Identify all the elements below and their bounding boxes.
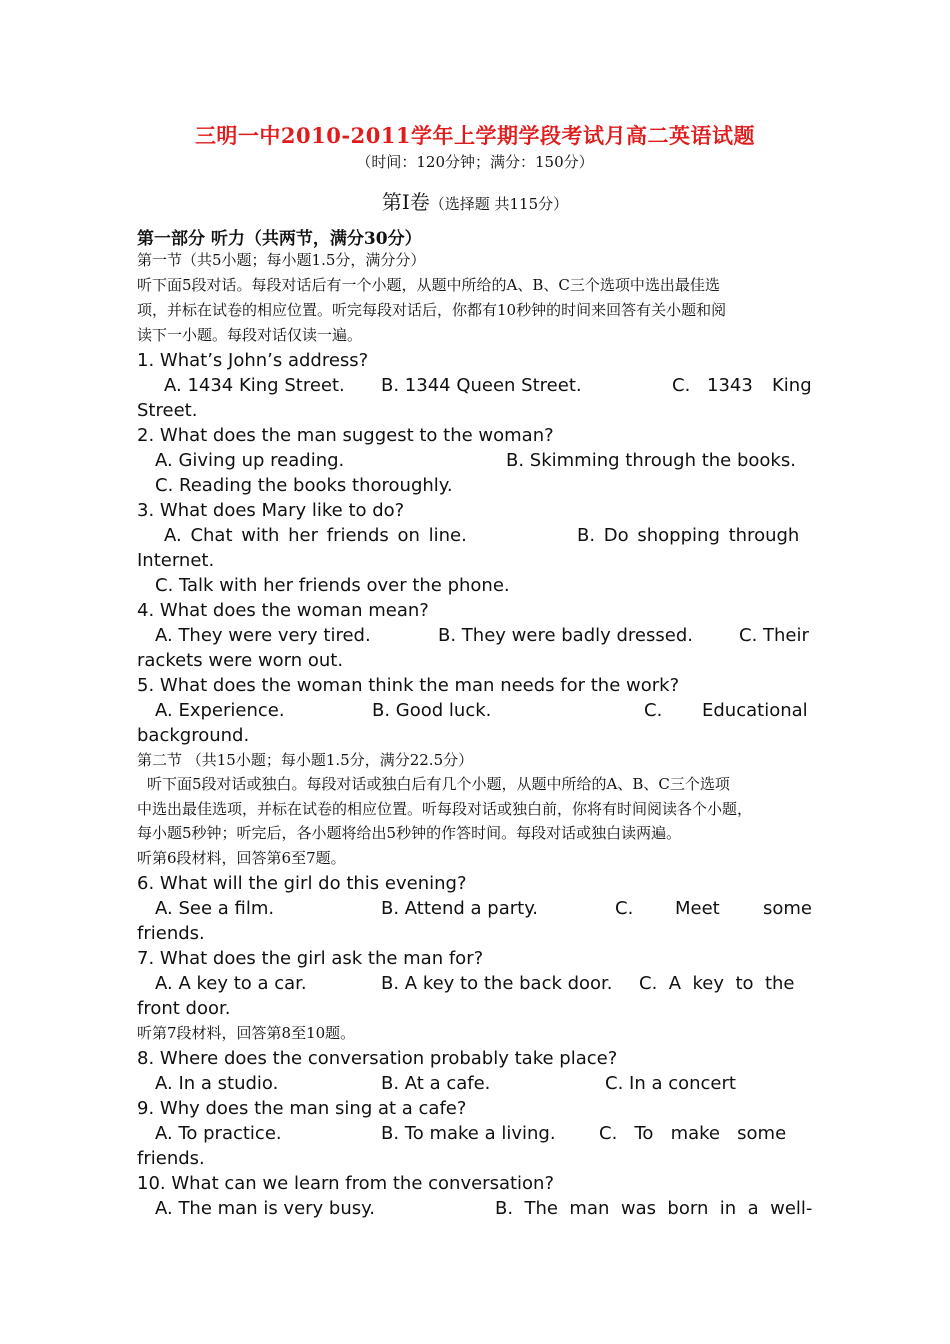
question-1-option-c-number: 1343 xyxy=(707,375,753,396)
question-10-option-b: B. The man was born in a well- xyxy=(495,1198,813,1219)
question-4-option-a: A. They were very tired. xyxy=(155,625,371,646)
question-2-option-c: C. Reading the books thoroughly. xyxy=(155,475,453,496)
question-6-continuation: friends. xyxy=(137,923,205,944)
question-7-option-c: C. A key to the xyxy=(639,973,795,994)
volume-label: 第Ⅰ卷 xyxy=(381,190,430,214)
question-10-stem: 10. What can we learn from the conversation? xyxy=(137,1173,555,1194)
question-1-continuation: Street. xyxy=(137,400,198,421)
question-3-option-b: B. Do shopping through xyxy=(577,525,800,546)
question-8-option-c: C. In a concert xyxy=(605,1073,736,1094)
question-1-option-c: C. xyxy=(672,375,691,396)
question-7-continuation: front door. xyxy=(137,998,231,1019)
question-8-option-a: A. In a studio. xyxy=(155,1073,279,1094)
question-7-option-a: A. A key to a car. xyxy=(155,973,307,994)
question-3-option-c: C. Talk with her friends over the phone. xyxy=(155,575,510,596)
question-4-stem: 4. What does the woman mean? xyxy=(137,600,429,621)
volume-note: （选择题 共115分） xyxy=(429,195,569,213)
section2-heading: 第二节 （共15小题；每小题1.5分，满分22.5分） xyxy=(137,751,474,769)
question-6-option-c: C. xyxy=(615,898,634,919)
question-5-stem: 5. What does the woman think the man needs for the work? xyxy=(137,675,680,696)
question-3-option-a: A. Chat with her friends on line. xyxy=(164,525,467,546)
question-2-option-a: A. Giving up reading. xyxy=(155,450,345,471)
question-2-option-b: B. Skimming through the books. xyxy=(506,450,796,471)
question-6-option-b: B. Attend a party. xyxy=(381,898,539,919)
question-10-option-a: A. The man is very busy. xyxy=(155,1198,375,1219)
question-1-option-b: B. 1344 Queen Street. xyxy=(381,375,582,396)
question-5-option-c-text: Educational xyxy=(702,700,808,721)
question-4-option-c: C. Their xyxy=(739,625,809,646)
section2-instruction-line: 每小题5秒钟；听完后，各小题将给出5秒钟的作答时间。每段对话或独白读两遍。 xyxy=(137,824,682,842)
question-1-stem: 1. What’s John’s address? xyxy=(137,350,369,371)
question-3-continuation: Internet. xyxy=(137,550,215,571)
question-5-continuation: background. xyxy=(137,725,250,746)
question-9-continuation: friends. xyxy=(137,1148,205,1169)
question-7-option-b: B. A key to the back door. xyxy=(381,973,613,994)
question-6-option-c-word: Meet xyxy=(675,898,720,919)
question-5-option-c: C. xyxy=(644,700,663,721)
question-5-option-b: B. Good luck. xyxy=(372,700,492,721)
material-6-note: 听第6段材料，回答第6至7题。 xyxy=(137,849,346,867)
part1-heading: 第一部分 听力（共两节，满分30分） xyxy=(137,229,422,249)
question-4-option-b: B. They were badly dressed. xyxy=(438,625,693,646)
question-8-stem: 8. Where does the conversation probably take place? xyxy=(137,1048,618,1069)
material-7-note: 听第7段材料，回答第8至10题。 xyxy=(137,1024,356,1042)
section1-instruction-line: 项，并标在试卷的相应位置。听完每段对话后，你都有10秒钟的时间来回答有关小题和阅 xyxy=(137,301,727,319)
question-3-stem: 3. What does Mary like to do? xyxy=(137,500,405,521)
exam-subtitle: （时间：120分钟；满分：150分） xyxy=(356,153,594,171)
question-9-option-c: C. To make some xyxy=(599,1123,787,1144)
section2-instruction-line: 听下面5段对话或独白。每段对话或独白后有几个小题，从题中所给的A、B、C三个选项 xyxy=(147,775,730,793)
exam-title: 三明一中2010-2011学年上学期学段考试月高二英语试题 xyxy=(194,123,756,148)
section1-heading: 第一节（共5小题；每小题1.5分，满分分） xyxy=(137,251,426,269)
section1-instruction-line: 读下一小题。每段对话仅读一遍。 xyxy=(137,326,363,344)
section1-instruction-line: 听下面5段对话。每段对话后有一个小题，从题中所给的A、B、C三个选项中选出最佳选 xyxy=(137,276,720,294)
question-2-stem: 2. What does the man suggest to the woman? xyxy=(137,425,554,446)
question-6-option-a: A. See a film. xyxy=(155,898,275,919)
question-9-option-b: B. To make a living. xyxy=(381,1123,556,1144)
question-5-option-a: A. Experience. xyxy=(155,700,285,721)
question-1-option-c-street: King xyxy=(772,375,812,396)
question-9-stem: 9. Why does the man sing at a cafe? xyxy=(137,1098,467,1119)
question-1-option-a: A. 1434 King Street. xyxy=(164,375,345,396)
question-9-option-a: A. To practice. xyxy=(155,1123,282,1144)
question-7-stem: 7. What does the girl ask the man for? xyxy=(137,948,484,969)
question-4-continuation: rackets were worn out. xyxy=(137,650,344,671)
question-6-stem: 6. What will the girl do this evening? xyxy=(137,873,467,894)
question-8-option-b: B. At a cafe. xyxy=(381,1073,491,1094)
volume-heading xyxy=(0,186,950,215)
section2-instruction-line: 中选出最佳选项，并标在试卷的相应位置。听每段对话或独白前，你将有时间阅读各个小题， xyxy=(137,800,753,818)
question-6-option-c-word: some xyxy=(763,898,812,919)
